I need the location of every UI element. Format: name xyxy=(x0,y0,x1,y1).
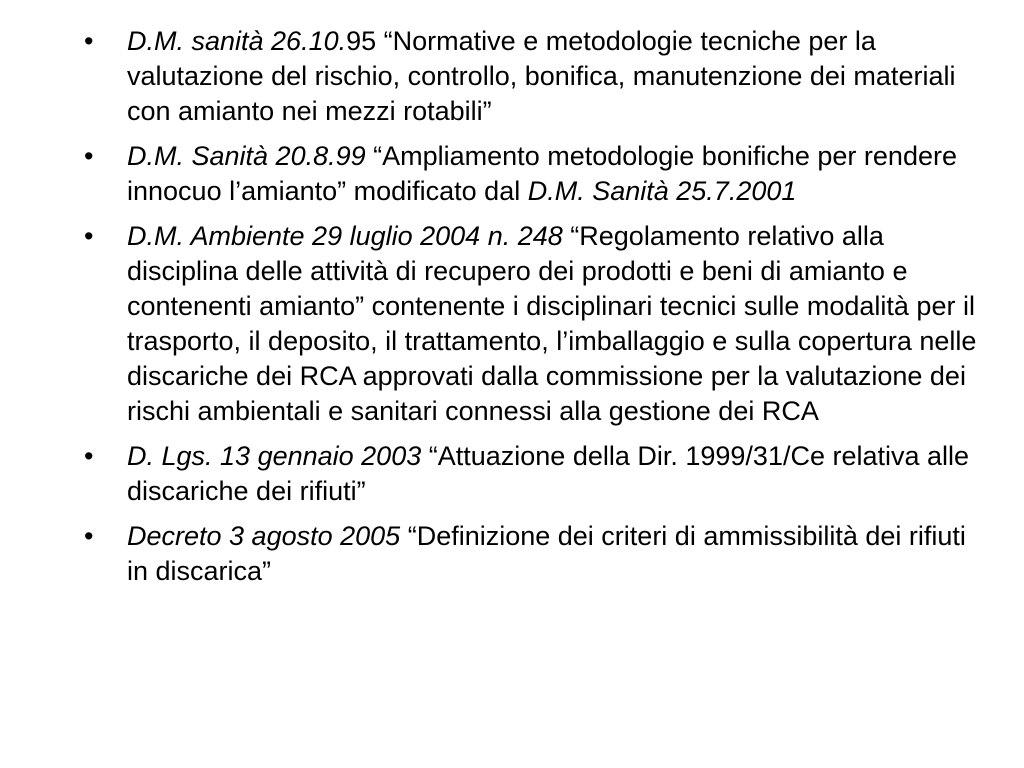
law-reference: D.M. Ambiente 29 luglio 2004 n. 248 xyxy=(127,221,563,251)
law-reference: Decreto 3 agosto 2005 xyxy=(127,521,401,551)
list-item xyxy=(84,24,984,129)
law-description: “Regolamento relativo alla disciplina delle attività di recupero dei prodotti e beni di amianto e contenenti amianto” contenente i disciplinari tecnici sulle modalità per il trasporto, il deposito, il trattamento, l’imballaggio e sulla copertura nelle discariche dei RCA approvati dalla commissione per la valutazione dei rischi ambientali e sanitari connessi alla gestione dei RCA xyxy=(127,221,977,426)
list-item xyxy=(84,139,984,209)
list-item xyxy=(84,519,984,589)
bullet-icon: • xyxy=(84,26,94,56)
law-reference-suffix: 95 xyxy=(346,26,377,56)
law-reference: D.M. Sanità 20.8.99 xyxy=(127,141,366,171)
law-description: “Attuazione della Dir. 1999/31/Ce relativa alle discariche dei rifiuti” xyxy=(127,441,970,506)
bullet-icon: • xyxy=(84,441,94,471)
law-description: “Ampliamento metodologie bonifiche per rendere innocuo l’amianto” modificato dal xyxy=(127,141,957,206)
list-item xyxy=(84,219,984,429)
bullet-icon: • xyxy=(84,221,94,251)
law-description: “Normative e metodologie tecniche per la valutazione del rischio, controllo, bonifica, manutenzione dei materiali con amianto nei mezzi rotabili” xyxy=(127,26,956,126)
law-reference-amendment: D.M. Sanità 25.7.2001 xyxy=(527,176,797,206)
bullet-list xyxy=(84,24,984,589)
bullet-icon: • xyxy=(84,141,94,171)
bullet-icon: • xyxy=(84,521,94,551)
list-item xyxy=(84,439,984,509)
law-reference: D.M. sanità 26.10. xyxy=(127,26,347,56)
law-reference: D. Lgs. 13 gennaio 2003 xyxy=(127,441,422,471)
law-description: “Definizione dei criteri di ammissibilità dei rifiuti in discarica” xyxy=(127,521,966,586)
